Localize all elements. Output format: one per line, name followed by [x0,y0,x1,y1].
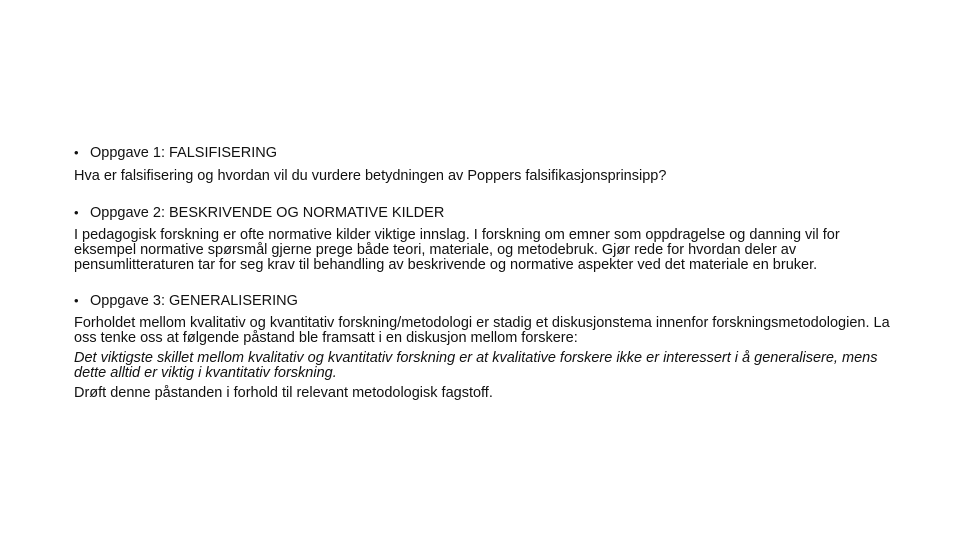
task-2-question: I pedagogisk forskning er ofte normative kilder viktige innslag. I forskning om emner som oppdragelse og danning vil for eksempel normative spørsmål gjerne prege både teori, materiale, og metodebruk. Gjør rede for hvordan deler av pensumlitteraturen tar for seg krav til behandling av beskrivende og normative aspekter ved det materiale en bruker. [74,227,840,273]
bullet-icon: • [74,293,79,308]
slide-content [74,144,894,420]
bullet-icon: • [74,205,79,220]
bullet-icon: • [74,145,79,160]
task-2-title: Oppgave 2: BESKRIVENDE OG NORMATIVE KILDER [90,205,445,221]
task-1-title: Oppgave 1: FALSIFISERING [90,145,277,161]
task-1-question: Hva er falsifisering og hvordan vil du vurdere betydningen av Poppers falsifikasjonsprinsipp? [74,168,667,184]
task-1-heading [74,144,894,162]
task-3 [74,292,894,401]
task-3-instruction: Drøft denne påstanden i forhold til relevant metodologisk fagstoff. [74,385,493,401]
task-3-heading [74,292,894,310]
task-2-heading [74,204,894,222]
task-3-claim: Det viktigste skillet mellom kvalitativ og kvantitativ forskning er at kvalitative forskere ikke er interessert i å generalisere, mens dette alltid er viktig i kvantitativ forskning. [74,350,878,381]
task-1 [74,144,894,185]
task-3-context: Forholdet mellom kvalitativ og kvantitativ forskning/metodologi er stadig et diskusjonstema innenfor forskningsmetodologien. La oss tenke oss at følgende påstand ble framsatt i en diskusjon mellom forskere: [74,315,890,346]
task-3-title: Oppgave 3: GENERALISERING [90,293,298,309]
task-2 [74,204,894,273]
